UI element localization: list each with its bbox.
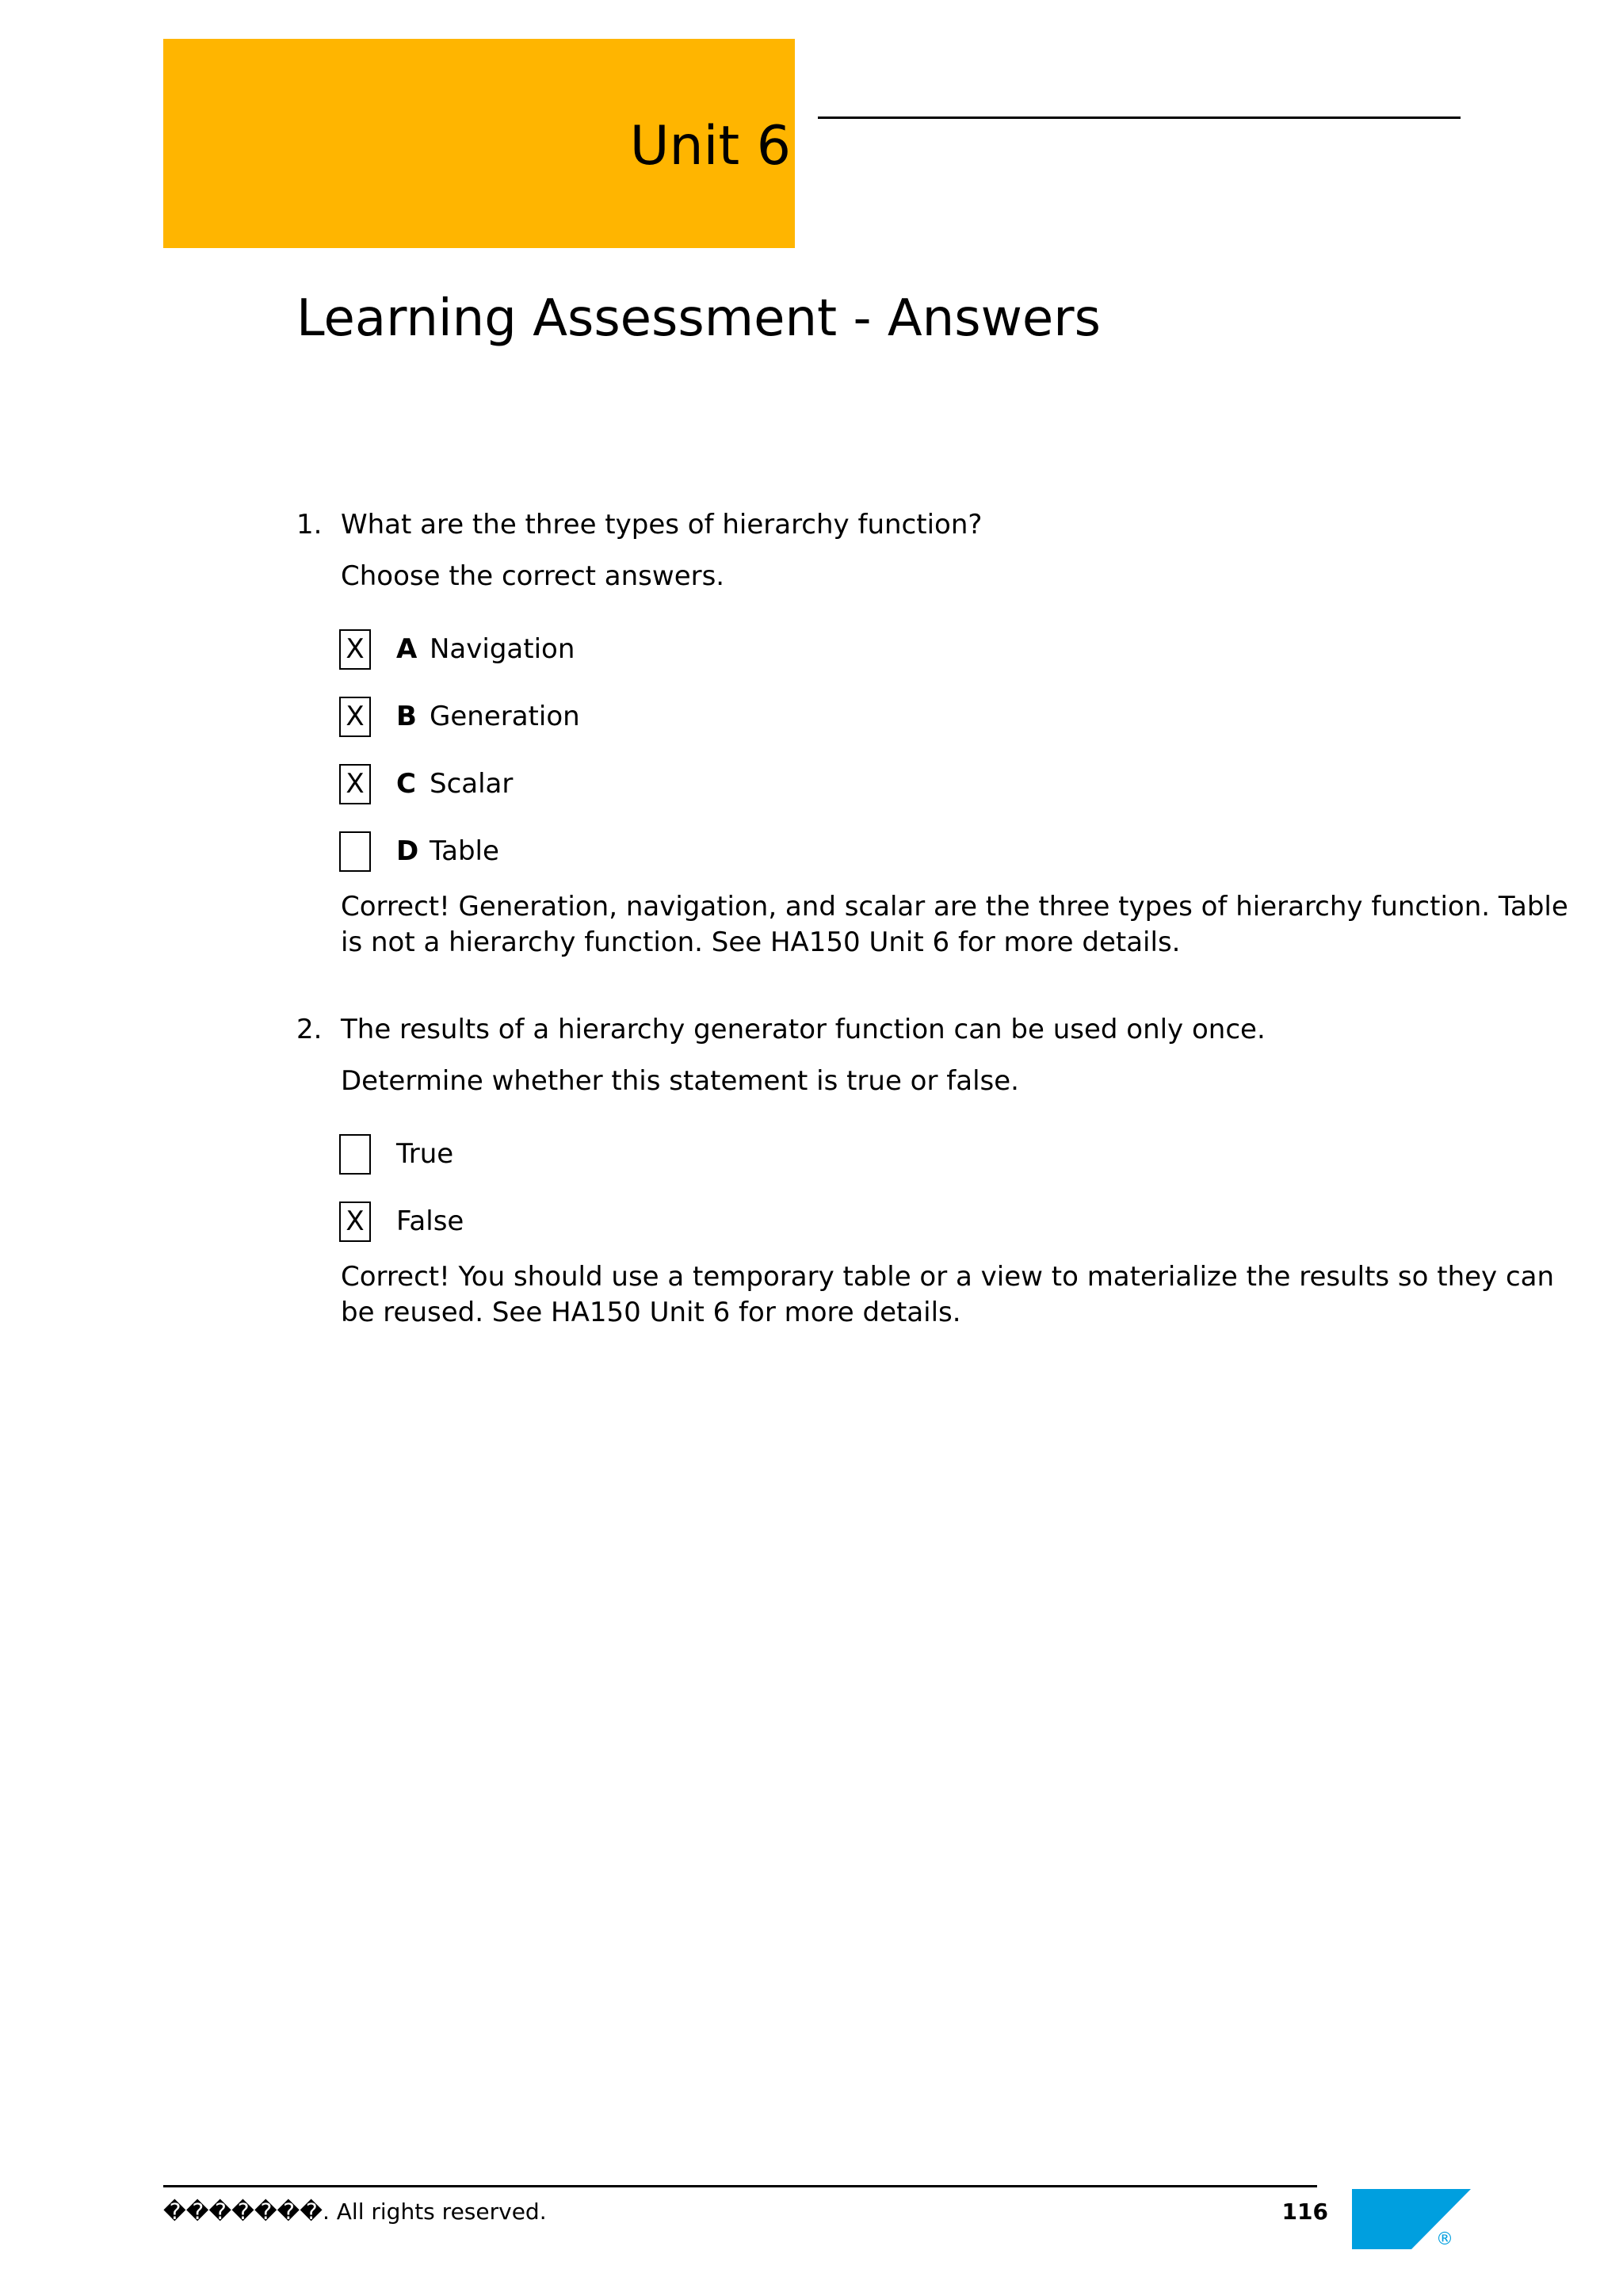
option-false[interactable] [339,1198,1596,1244]
option-letter: C [396,767,416,800]
option-label: Table [430,835,499,867]
copyright-notice: �������. All rights reserved. [163,2199,547,2225]
option-label: Generation [430,700,580,732]
question-1 [296,507,1596,961]
option-label: False [396,1205,464,1237]
option-letter: A [396,632,418,665]
option-true[interactable] [339,1131,1596,1177]
option-label: Navigation [430,632,575,665]
unit-title: Unit 6 [629,115,791,178]
answer-feedback: Correct! Generation, navigation, and scalar are the three types of hierarchy function. Table is not a hierarchy function. See HA150 Unit 6 for more details. [341,891,1568,958]
option-checkbox[interactable]: X [339,1201,371,1242]
option-c[interactable] [339,761,1596,807]
option-checkbox[interactable]: X [339,629,371,670]
option-label: Scalar [430,767,514,800]
question-2 [296,1012,1596,1331]
unit-banner [163,39,795,248]
page-number: 116 [1281,2199,1328,2225]
option-checkbox[interactable] [339,831,371,872]
page-title: Learning Assessment - Answers [296,289,1101,348]
option-d[interactable] [339,828,1596,874]
question-instruction: Choose the correct answers. [341,560,725,592]
option-label: True [396,1137,454,1170]
question-number: 1. [296,509,323,541]
option-checkbox[interactable]: X [339,697,371,737]
footer-rule [163,2185,1317,2187]
option-letter: D [396,835,419,867]
question-instruction: Determine whether this statement is true or false. [341,1065,1019,1097]
option-letter: B [396,700,417,732]
question-text: What are the three types of hierarchy function? [341,509,983,541]
question-number: 2. [296,1014,323,1045]
option-checkbox[interactable] [339,1134,371,1175]
option-b[interactable] [339,693,1596,739]
option-checkbox[interactable]: X [339,764,371,804]
option-a[interactable] [339,626,1596,672]
question-text: The results of a hierarchy generator function can be used only once. [341,1014,1266,1045]
header-rule [818,117,1461,119]
logo-registered-mark: ® [1436,2229,1453,2249]
sap-logo-icon [1352,2189,1471,2249]
answer-feedback: Correct! You should use a temporary table or a view to materialize the results so they can be reused. See HA150 Unit 6 for more details. [341,1261,1555,1328]
